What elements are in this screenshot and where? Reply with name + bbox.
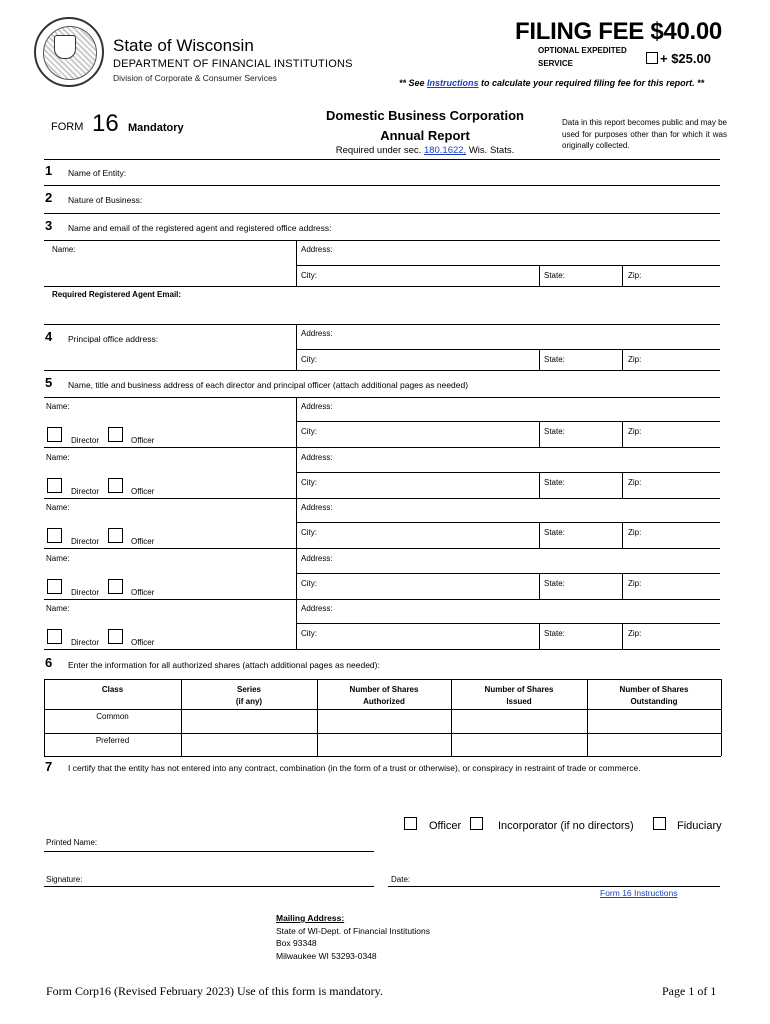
officer-state-label: State: xyxy=(544,528,565,537)
public-data-note: Data in this report becomes public and may be used for purposes other than for which it was originally collected. xyxy=(562,118,727,150)
officer-checkbox[interactable] xyxy=(108,427,123,442)
officer-zip-label: Zip: xyxy=(628,629,642,638)
divider xyxy=(622,573,623,599)
director-checkbox[interactable] xyxy=(47,478,62,493)
director-label: Director xyxy=(71,436,100,445)
officer-address-field[interactable] xyxy=(296,421,720,422)
nature-of-business-field[interactable] xyxy=(44,213,720,214)
mailing-line: State of WI-Dept. of Financial Institutions xyxy=(276,925,431,936)
officer-address-label: Address: xyxy=(301,604,333,613)
table-header-text: (if any) xyxy=(235,697,263,706)
officer-checkbox[interactable] xyxy=(108,478,123,493)
director-checkbox[interactable] xyxy=(47,528,62,543)
form-title: Domestic Business Corporation Annual Report xyxy=(326,108,524,143)
table-header-cell xyxy=(451,684,587,708)
officer-address-field[interactable] xyxy=(296,573,720,574)
director-checkbox[interactable] xyxy=(47,629,62,644)
divider xyxy=(539,522,540,548)
table-header-text: Outstanding xyxy=(630,697,678,706)
section-number: 4 xyxy=(45,329,53,344)
officer-label: Officer xyxy=(131,487,155,496)
incorporator-checkbox[interactable] xyxy=(470,817,483,830)
officer-address-label: Address: xyxy=(301,402,333,411)
share-value-field[interactable] xyxy=(183,735,315,754)
table-row-line xyxy=(44,733,721,734)
instructions-link[interactable]: Instructions xyxy=(427,78,479,88)
printed-name-label: Printed Name: xyxy=(46,838,98,847)
instructions-note: ** See Instructions to calculate your required filing fee for this report. ** xyxy=(399,78,705,88)
divider xyxy=(296,549,297,599)
fiduciary-label: Fiduciary xyxy=(677,820,722,832)
department-name: DEPARTMENT OF FINANCIAL INSTITUTIONS xyxy=(113,58,353,70)
date-label: Date: xyxy=(391,875,411,884)
officer-checkbox[interactable] xyxy=(108,528,123,543)
division-name: Division of Corporate & Consumer Services xyxy=(113,73,277,83)
expedited-label: OPTIONAL EXPEDITED SERVICE xyxy=(538,46,627,68)
divider xyxy=(296,397,297,447)
officer-city-label: City: xyxy=(301,579,317,588)
table-row-line xyxy=(44,709,721,710)
divider xyxy=(296,448,297,498)
officer-zip-label: Zip: xyxy=(628,528,642,537)
agent-address-field[interactable] xyxy=(296,265,720,266)
table-header-text: Issued xyxy=(506,697,532,706)
registered-agent-label: Name and email of the registered agent and registered office address: xyxy=(68,223,332,233)
statute-reference: Required under sec. 180.1622, Wis. Stats. xyxy=(335,145,515,156)
section-number: 6 xyxy=(45,655,53,670)
nature-of-business-label: Nature of Business: xyxy=(68,195,143,205)
page-number: Page 1 of 1 xyxy=(662,984,717,998)
officer-name-label: Name: xyxy=(46,604,70,613)
officer-label: Officer xyxy=(131,638,155,647)
officer-address-label: Address: xyxy=(301,453,333,462)
mailing-line: Box 93348 xyxy=(276,938,317,948)
officer-checkbox[interactable] xyxy=(404,817,417,830)
principal-address-field[interactable] xyxy=(296,349,720,350)
officer-address-field[interactable] xyxy=(296,623,720,624)
director-label: Director xyxy=(71,487,100,496)
divider xyxy=(539,265,540,286)
share-value-field[interactable] xyxy=(453,711,585,731)
principal-zip-label: Zip: xyxy=(628,355,642,364)
officer-label: Officer xyxy=(131,588,155,597)
filing-fee: FILING FEE $40.00 xyxy=(515,18,722,45)
officer-label: Officer xyxy=(429,820,462,832)
divider xyxy=(296,498,297,548)
officer-state-label: State: xyxy=(544,629,565,638)
officer-state-label: State: xyxy=(544,579,565,588)
director-checkbox[interactable] xyxy=(47,427,62,442)
divider xyxy=(539,472,540,498)
expedited-amount: + $25.00 xyxy=(660,51,711,66)
share-class-cell: Common xyxy=(96,712,129,721)
officer-name-label: Name: xyxy=(46,402,70,411)
mailing-line: Milwaukee WI 53293-0348 xyxy=(276,950,377,961)
section-number: 3 xyxy=(45,218,53,233)
principal-office-label: Principal office address: xyxy=(68,334,159,344)
table-column-line xyxy=(721,679,722,756)
wisconsin-state-seal xyxy=(34,17,104,87)
mandatory-label: Mandatory xyxy=(128,122,184,134)
officer-address-label: Address: xyxy=(301,503,333,512)
share-value-field[interactable] xyxy=(589,711,719,731)
agent-state-label: State: xyxy=(544,271,565,280)
incorporator-label: Incorporator (if no directors) xyxy=(498,820,634,832)
principal-address-label: Address: xyxy=(301,329,333,338)
officer-address-label: Address: xyxy=(301,554,333,563)
share-class-cell: Preferred xyxy=(95,736,130,745)
divider xyxy=(44,599,720,600)
table-header-text: Number of Shares xyxy=(484,685,554,694)
agent-zip-label: Zip: xyxy=(628,271,642,280)
divider xyxy=(44,159,720,160)
divider xyxy=(44,397,720,398)
director-checkbox[interactable] xyxy=(47,579,62,594)
officer-label: Officer xyxy=(131,436,155,445)
entity-name-label: Name of Entity: xyxy=(68,168,127,178)
officer-zip-label: Zip: xyxy=(628,478,642,487)
divider xyxy=(44,447,720,448)
date-field[interactable] xyxy=(388,886,720,887)
divider xyxy=(44,240,720,241)
officer-state-label: State: xyxy=(544,427,565,436)
directors-officers-label: Name, title and business address of each director and principal officer (attach additional pages as needed) xyxy=(68,380,469,390)
footer-form-info: Form Corp16 (Revised February 2023) Use of this form is mandatory. xyxy=(46,984,383,998)
divider xyxy=(539,623,540,649)
divider xyxy=(296,599,297,649)
divider xyxy=(622,522,623,548)
fiduciary-checkbox[interactable] xyxy=(653,817,666,830)
authorized-shares-label: Enter the information for all authorized shares (attach additional pages as needed): xyxy=(68,660,380,670)
officer-city-label: City: xyxy=(301,478,317,487)
director-label: Director xyxy=(71,588,100,597)
table-header-cell xyxy=(317,684,451,708)
table-header-cell xyxy=(44,684,181,696)
agent-city-label: City: xyxy=(301,271,317,280)
form-number: 16 xyxy=(92,110,119,137)
share-value-field[interactable] xyxy=(453,735,585,754)
officer-name-label: Name: xyxy=(46,554,70,563)
table-row-line xyxy=(44,679,721,680)
officer-zip-label: Zip: xyxy=(628,579,642,588)
agent-email-field[interactable] xyxy=(44,324,720,325)
director-label: Director xyxy=(71,537,100,546)
divider xyxy=(44,286,720,287)
director-label: Director xyxy=(71,638,100,647)
divider xyxy=(44,649,720,650)
section-number: 1 xyxy=(45,163,53,178)
divider xyxy=(539,421,540,447)
section-number: 2 xyxy=(45,190,53,205)
officer-city-label: City: xyxy=(301,528,317,537)
officer-state-label: State: xyxy=(544,478,565,487)
principal-city-label: City: xyxy=(301,355,317,364)
table-header-text: Number of Shares xyxy=(619,685,689,694)
principal-state-label: State: xyxy=(544,355,565,364)
table-row-line xyxy=(44,756,721,757)
officer-zip-label: Zip: xyxy=(628,427,642,436)
divider xyxy=(296,324,297,370)
divider xyxy=(622,472,623,498)
officer-name-label: Name: xyxy=(46,503,70,512)
officer-label: Officer xyxy=(131,537,155,546)
agent-email-label: Required Registered Agent Email: xyxy=(52,290,182,299)
agent-name-label: Name: xyxy=(52,245,76,254)
signature-label: Signature: xyxy=(46,875,83,884)
divider xyxy=(622,349,623,370)
form-label: FORM xyxy=(51,121,84,133)
officer-address-field[interactable] xyxy=(296,522,720,523)
divider xyxy=(44,370,720,371)
officer-city-label: City: xyxy=(301,427,317,436)
agent-address-label: Address: xyxy=(301,245,333,254)
certification-text: I certify that the entity has not entered into any contract, combination (in the form of a trust or otherwise), or conspiracy in restraint of trade or commerce. xyxy=(68,763,641,773)
officer-address-field[interactable] xyxy=(296,472,720,473)
officer-name-label: Name: xyxy=(46,453,70,462)
officer-checkbox[interactable] xyxy=(108,579,123,594)
share-value-field[interactable] xyxy=(589,735,719,754)
divider xyxy=(296,240,297,286)
divider xyxy=(44,498,720,499)
table-header-text: Class xyxy=(101,685,124,694)
state-name: State of Wisconsin xyxy=(113,36,254,55)
form-16-instructions-link[interactable]: Form 16 Instructions xyxy=(600,888,678,898)
table-header-text: Number of Shares xyxy=(349,685,419,694)
divider xyxy=(539,349,540,370)
section-number: 5 xyxy=(45,375,53,390)
share-value-field[interactable] xyxy=(319,711,449,731)
statute-link[interactable]: 180.1622, xyxy=(423,145,467,156)
mailing-address xyxy=(276,912,430,962)
signature-field[interactable] xyxy=(44,886,374,887)
table-header-cell xyxy=(181,684,317,708)
table-header-text: Authorized xyxy=(363,697,405,706)
share-value-field[interactable] xyxy=(319,735,449,754)
divider xyxy=(622,421,623,447)
mailing-heading: Mailing Address: xyxy=(276,913,345,923)
printed-name-field[interactable] xyxy=(44,851,374,852)
table-header-text: Series xyxy=(236,685,262,694)
officer-checkbox[interactable] xyxy=(108,629,123,644)
share-value-field[interactable] xyxy=(183,711,315,731)
entity-name-field[interactable] xyxy=(44,185,720,186)
table-header-cell xyxy=(587,684,721,708)
divider xyxy=(622,265,623,286)
divider xyxy=(539,573,540,599)
expedited-service-checkbox[interactable] xyxy=(646,52,658,64)
divider xyxy=(622,623,623,649)
divider xyxy=(44,548,720,549)
officer-city-label: City: xyxy=(301,629,317,638)
section-number: 7 xyxy=(45,759,53,774)
